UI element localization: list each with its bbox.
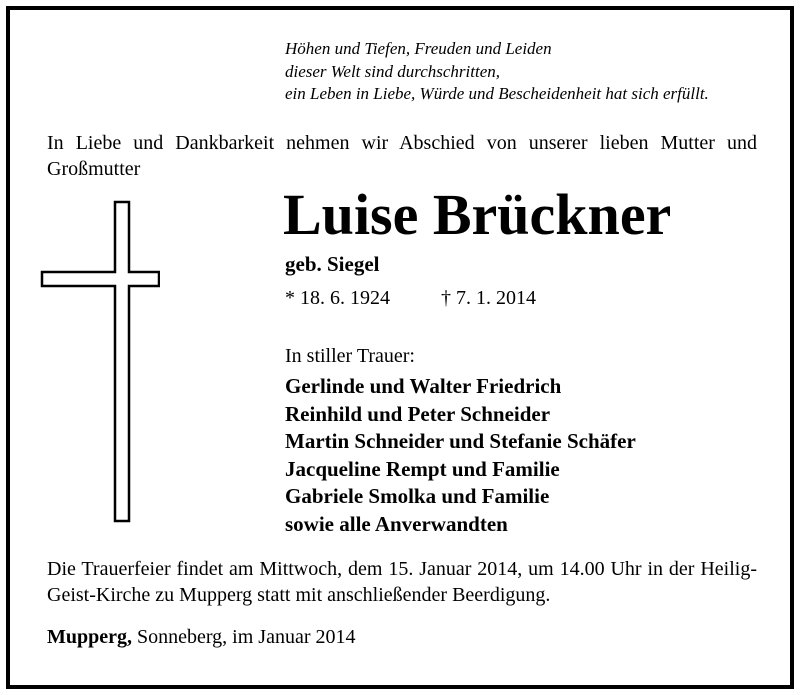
- death-date: † 7. 1. 2014: [441, 287, 536, 309]
- poem-line: Höhen und Tiefen, Freuden und Leiden: [285, 39, 552, 58]
- mourners-label: In stiller Trauer:: [285, 345, 415, 367]
- mourner-entry: Jacqueline Rempt und Familie: [285, 456, 560, 481]
- poem-line: ein Leben in Liebe, Würde und Bescheidenheit hat sich erfüllt.: [285, 84, 709, 103]
- place-rest: Sonneberg, im Januar 2014: [137, 626, 356, 648]
- mourner-entry: Martin Schneider und Stefanie Schäfer: [285, 429, 636, 453]
- mourners-list: [285, 373, 636, 538]
- mourner-entry: sowie alle Anverwandten: [285, 511, 508, 536]
- poem-line: dieser Welt sind durchschritten,: [285, 61, 500, 81]
- maiden-name: geb. Siegel: [285, 252, 380, 276]
- birth-date: * 18. 6. 1924: [285, 287, 390, 309]
- deceased-name: Luise Brückner: [283, 182, 672, 247]
- place-town: Mupperg,: [47, 626, 132, 648]
- intro-text: In Liebe und Dankbarkeit nehmen wir Abschied von unserer lieben Mutter und Großmutter: [47, 132, 757, 180]
- life-dates: [285, 287, 536, 310]
- mourner-entry: Gabriele Smolka und Familie: [285, 484, 550, 508]
- poem: [285, 38, 709, 106]
- mourner-entry: Reinhild und Peter Schneider: [285, 401, 551, 426]
- funeral-info: Die Trauerfeier findet am Mittwoch, dem 15. Januar 2014, um 14.00 Uhr in der Heilig-Geist-Kirche zu Mupperg statt mit anschließender Beerdigung.: [47, 558, 757, 606]
- mourner-entry: Gerlinde und Walter Friedrich: [285, 374, 562, 398]
- place-and-date: [47, 626, 356, 649]
- latin-cross-icon: [40, 200, 160, 524]
